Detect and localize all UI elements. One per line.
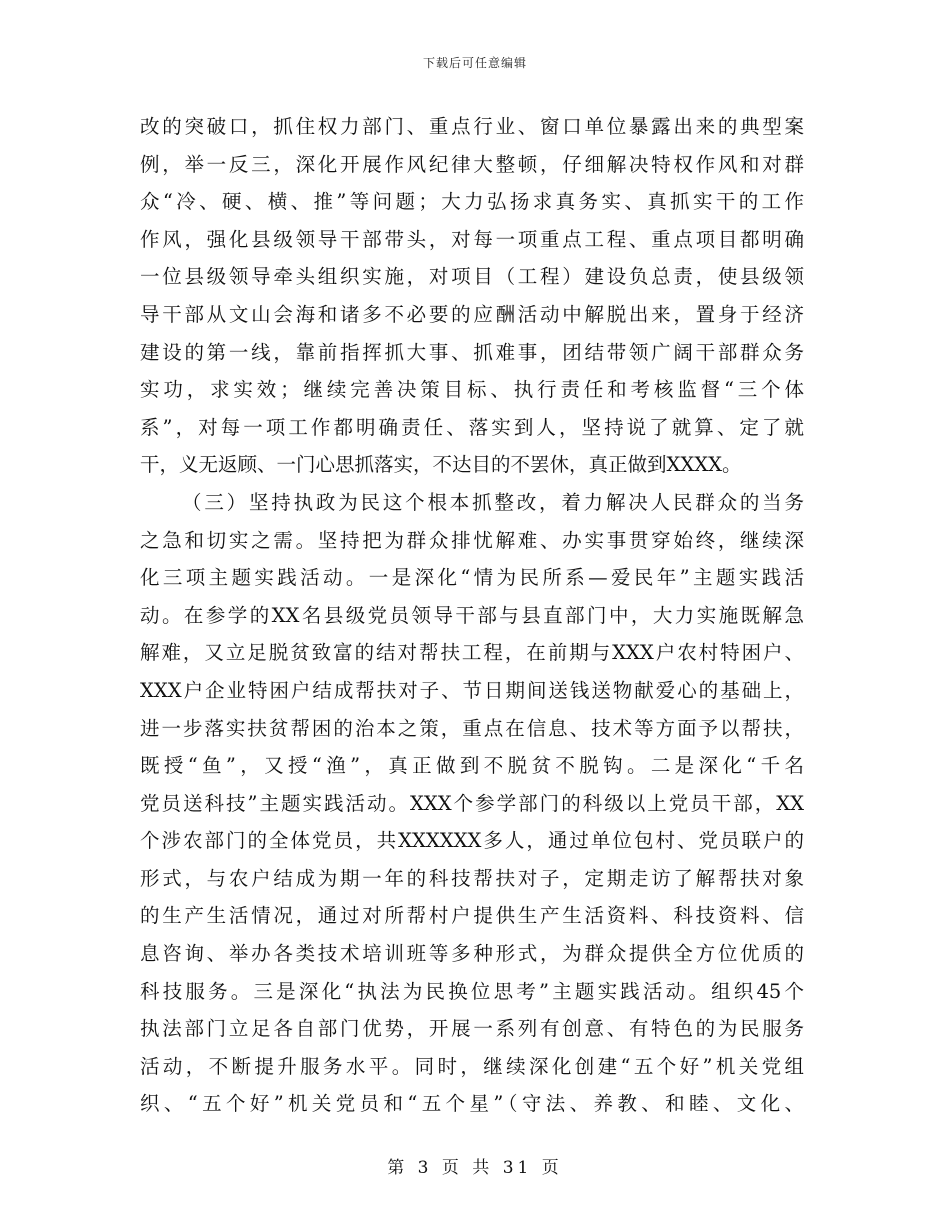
body-line: 动。在参学的XX名县级党员领导干部与县直部门中，大力实施既解急 xyxy=(140,603,804,627)
body-line: 建设的第一线，靠前指挥抓大事、抓难事，团结带领广阔干部群众务 xyxy=(140,340,804,364)
body-line: 一位县级领导牵头组织实施，对项目（工程）建设负总责，使县级领 xyxy=(140,265,804,289)
body-line: 之急和切实之需。坚持把为群众排忧解难、办实事贯穿始终，继续深 xyxy=(140,528,804,552)
section-heading-line: （三）坚持执政为民这个根本抓整改，着力解决人民群众的当务 xyxy=(182,490,804,514)
body-line: 系”，对每一项工作都明确责任、落实到人，坚持说了就算、定了就 xyxy=(140,415,804,439)
body-line: 导干部从文山会海和诸多不必要的应酬活动中解脱出来，置身于经济 xyxy=(140,302,804,326)
body-line: 的生产生活情况，通过对所帮村户提供生产生活资料、科技资料、信 xyxy=(140,904,804,928)
paragraph-end-line: 干，义无返顾、一门心思抓落实，不达目的不罢休，真正做到XXXX。 xyxy=(140,453,742,477)
page-header-note: 下载后可任意编辑 xyxy=(422,56,527,70)
page-number-footer: 第 3 页 共 31 页 xyxy=(387,1158,563,1178)
body-line: 织、“五个好”机关党员和“五个星”（守法、养教、和睦、文化、 xyxy=(140,1092,804,1116)
body-line: 解难，又立足脱贫致富的结对帮扶工程，在前期与XXX户农村特困户、 xyxy=(140,641,804,665)
body-line: 既授“鱼”，又授“渔”，真正做到不脱贫不脱钩。二是深化“千名 xyxy=(140,754,804,778)
body-line: 实功，求实效；继续完善决策目标、执行责任和考核监督“三个体 xyxy=(140,378,804,402)
body-line: 执法部门立足各自部门优势，开展一系列有创意、有特色的为民服务 xyxy=(140,1017,804,1041)
body-line: 化三项主题实践活动。一是深化“情为民所系—爱民年”主题实践活 xyxy=(140,566,804,590)
body-line: 改的突破口，抓住权力部门、重点行业、窗口单位暴露出来的典型案 xyxy=(140,115,804,138)
body-line: 活动，不断提升服务水平。同时，继续深化创建“五个好”机关党组 xyxy=(140,1054,804,1078)
body-line: 息咨询、举办各类技术培训班等多种形式，为群众提供全方位优质的 xyxy=(140,942,804,966)
body-line: 形式，与农户结成为期一年的科技帮扶对子，定期走访了解帮扶对象 xyxy=(140,866,804,890)
body-line: 科技服务。三是深化“执法为民换位思考”主题实践活动。组织45个 xyxy=(140,979,804,1003)
body-line: 众“冷、硬、横、推”等问题；大力弘扬求真务实、真抓实干的工作 xyxy=(140,190,804,214)
body-line: 例，举一反三，深化开展作风纪律大整顿，仔细解决特权作风和对群 xyxy=(140,152,804,176)
body-line: 党员送科技”主题实践活动。XXX个参学部门的科级以上党员干部，XX xyxy=(140,791,804,815)
body-line: XXX户企业特困户结成帮扶对子、节日期间送钱送物献爱心的基础上， xyxy=(140,678,804,702)
document-body xyxy=(140,108,804,1123)
body-line: 作风，强化县级领导干部带头，对每一项重点工程、重点项目都明确 xyxy=(140,227,804,251)
body-line: 进一步落实扶贫帮困的治本之策，重点在信息、技术等方面予以帮扶， xyxy=(140,716,804,740)
body-line: 个涉农部门的全体党员，共XXXXXX多人，通过单位包村、党员联户的 xyxy=(140,829,804,853)
